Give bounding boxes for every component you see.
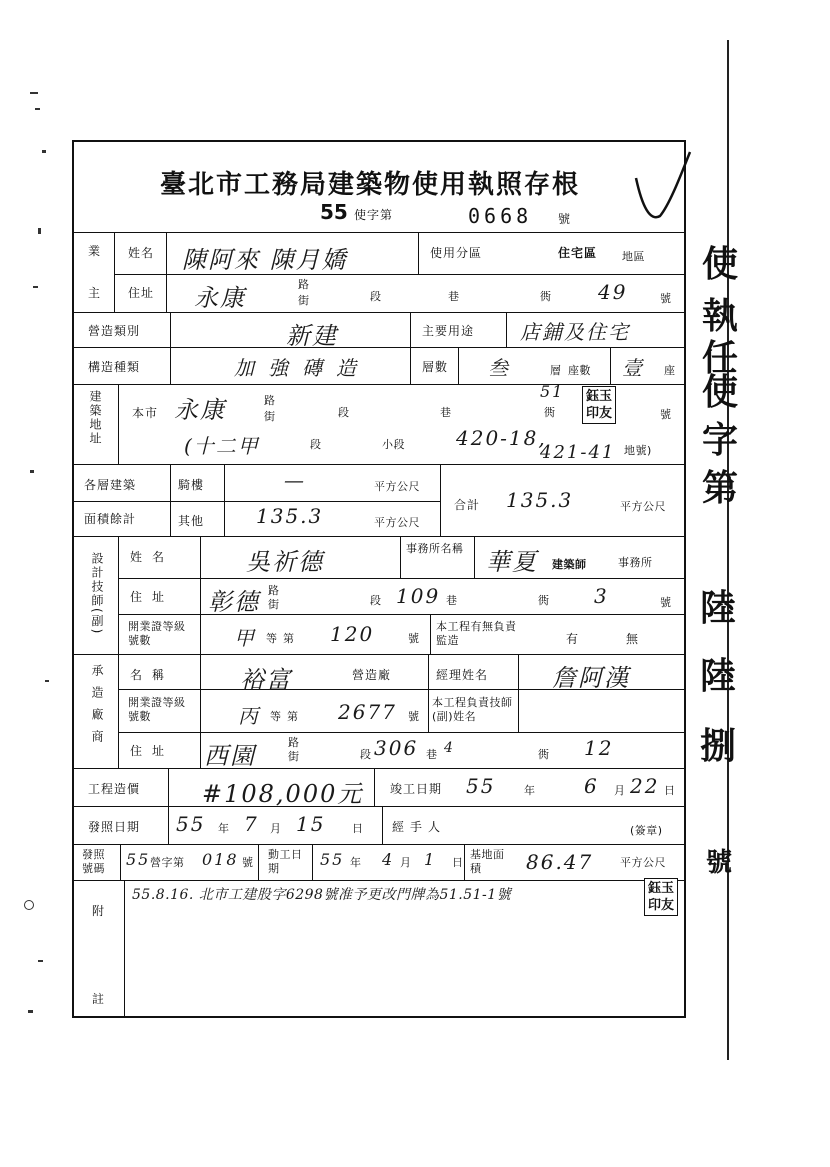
site-hao: 號 — [660, 408, 672, 421]
land-area-label: 基地面積 — [470, 848, 505, 875]
zone-label: 使用分區 — [430, 246, 483, 260]
construction-type-label: 營造類別 — [88, 324, 141, 338]
site-lot-value-2: 421-41 — [540, 442, 616, 463]
site-city: 本市 — [132, 406, 159, 420]
site-lot-section: 段 — [310, 438, 322, 451]
area-total-value: 135.3 — [506, 488, 574, 512]
buildings-value: 壹 — [622, 356, 644, 380]
contractor-address-lane: 巷 — [426, 748, 438, 761]
complete-year: 55 — [466, 774, 496, 798]
seal-line: 印友 — [586, 406, 613, 421]
contractor-address-number: 12 — [584, 736, 614, 760]
contractor-address-alley: 衖 — [538, 748, 550, 761]
area-label-1: 各層建築 — [84, 478, 137, 492]
contractor-cert-mid: 等第 — [270, 710, 304, 723]
permit-ref-no: 018 — [202, 850, 239, 869]
permit-word: 使字第 — [354, 208, 394, 222]
permit-ref-year: 55 — [126, 850, 151, 869]
contractor-address-street: 街 — [288, 750, 300, 763]
site-alley: 衖 — [544, 406, 556, 419]
designer-address-street: 街 — [268, 598, 280, 611]
other-unit: 平方公尺 — [374, 516, 420, 529]
permit-number-suffix: 號 — [558, 212, 572, 226]
complete-date-label: 竣工日期 — [390, 782, 443, 796]
contractor-name-suffix: 營造廠 — [352, 668, 392, 682]
designer-cert-hao: 號 — [408, 632, 420, 645]
seal-stamp-bottom — [644, 878, 678, 916]
designer-address-lane: 巷 — [446, 594, 458, 607]
start-day: 1 — [424, 850, 437, 869]
seal-line: 鈺玉 — [586, 389, 613, 404]
designer-cert-no: 120 — [330, 622, 375, 646]
contractor-cert-no: 2677 — [338, 700, 397, 724]
owner-address-road: 路 — [298, 278, 310, 291]
contractor-section-label: 承造廠商 — [90, 664, 104, 752]
owner-address-alley: 衖 — [540, 290, 552, 303]
margin-char: 陸 — [700, 655, 737, 697]
complete-day-unit: 日 — [664, 784, 676, 797]
site-address-label: 建築地址 — [88, 390, 102, 446]
seal-stamp-top — [582, 386, 616, 424]
other-value: 135.3 — [256, 504, 324, 528]
site-street-value: 永康 — [174, 396, 226, 424]
area-label-2: 面積餘計 — [84, 512, 137, 526]
designer-address-label: 住址 — [130, 590, 175, 604]
start-year-unit: 年 — [350, 856, 362, 869]
start-day-unit: 日 — [452, 856, 464, 869]
margin-char: 執 — [702, 295, 739, 337]
owner-address-street: 街 — [298, 294, 310, 307]
site-lot-value: 420-18, — [456, 426, 547, 450]
seal-line: 鈺玉 — [648, 881, 675, 896]
issue-day: 15 — [296, 812, 326, 836]
margin-char: 使 — [702, 243, 739, 285]
owner-address-label: 住址 — [128, 286, 155, 300]
land-area-unit: 平方公尺 — [620, 856, 666, 869]
designer-address-road: 路 — [268, 584, 280, 597]
notes-text: 55.8.16. 北市工建股字6298號准予更改門牌為51.51-1號 — [132, 887, 512, 903]
issue-date-label: 發照日期 — [88, 820, 141, 834]
designer-office-label: 事務所名稱 — [406, 542, 464, 555]
main-use-value: 店鋪及住宅 — [520, 320, 630, 344]
margin-char: 字 — [702, 419, 739, 461]
floors-value: 叁 — [488, 356, 510, 380]
complete-month: 6 — [584, 774, 599, 798]
owner-address-value: 永康 — [194, 284, 246, 312]
designer-address-lane-no: 3 — [594, 584, 609, 608]
buildings-unit: 座 — [664, 364, 676, 377]
owner-section-label: 業 — [88, 244, 102, 258]
zone-value: 住宅區 — [558, 246, 598, 260]
handler-label: 經手人 — [392, 820, 447, 834]
site-subsection: 小段 — [382, 438, 405, 451]
sign-label: (簽章) — [630, 824, 663, 837]
designer-cert-grade: 甲 — [234, 626, 256, 650]
manager-label: 經理姓名 — [436, 668, 489, 682]
area-total-label: 合計 — [454, 498, 481, 512]
owner-address-lane: 巷 — [448, 290, 460, 303]
complete-day: 22 — [630, 774, 660, 798]
permit-record-form — [72, 140, 686, 1018]
permit-ref-hao: 號 — [242, 856, 254, 869]
floors-unit: 層 — [550, 364, 562, 377]
owner-address-section: 段 — [370, 290, 382, 303]
arcade-unit: 平方公尺 — [374, 480, 420, 493]
contractor-cert-label: 開業證等級號數 — [128, 696, 186, 723]
permit-year: 55 — [320, 200, 348, 224]
arcade-value: — — [284, 468, 306, 492]
margin-char: 任 — [702, 337, 739, 379]
seal-line: 印友 — [648, 898, 675, 913]
manager-value: 詹阿漢 — [552, 664, 630, 692]
site-lot-prefix: (十二甲 — [184, 434, 260, 458]
permit-ref-word: 營字第 — [150, 856, 185, 869]
complete-month-unit: 月 — [614, 784, 626, 797]
contractor-address-lane-no: 4 — [444, 740, 455, 756]
issue-year: 55 — [176, 812, 206, 836]
arcade-label: 騎樓 — [178, 478, 205, 492]
contractor-address-road: 路 — [288, 736, 300, 749]
contractor-name-label: 名稱 — [130, 668, 175, 682]
margin-char: 使 — [702, 371, 739, 413]
issue-month: 7 — [244, 812, 259, 836]
site-road: 路 — [264, 394, 276, 407]
designer-office-value: 華夏 — [486, 548, 538, 576]
owner-address-number: 49 — [598, 280, 628, 304]
designer-address-number: 109 — [396, 584, 441, 608]
start-date-label: 動工日期 — [268, 848, 303, 875]
site-number: 51 — [540, 382, 565, 401]
designer-address-value: 彰德 — [208, 588, 260, 616]
margin-char: 第 — [702, 467, 739, 509]
land-area-value: 86.47 — [526, 850, 594, 874]
form-title: 臺北市工務局建築物使用執照存根 — [160, 170, 581, 200]
permit-ref-label: 發照號碼 — [82, 848, 105, 875]
designer-cert-label: 開業證等級號數 — [128, 620, 186, 647]
contractor-address-section: 段 — [360, 748, 372, 761]
issue-day-unit: 日 — [352, 822, 364, 835]
designer-address-section: 段 — [370, 594, 382, 607]
contractor-address-value: 西園 — [204, 742, 256, 770]
floors-label: 層數 — [422, 360, 449, 374]
issue-year-unit: 年 — [218, 822, 230, 835]
site-lot-suffix: 地號) — [624, 444, 652, 457]
area-total-unit: 平方公尺 — [620, 500, 666, 513]
notes-label-2: 註 — [92, 992, 106, 1006]
notes-label-1: 附 — [92, 904, 106, 918]
owner-section-label: 主 — [88, 286, 102, 300]
cost-value: #108,000元 — [202, 780, 364, 808]
designer-cert-mid: 等第 — [266, 632, 300, 645]
owner-name-value: 陳阿來 陳月嬌 — [182, 246, 348, 274]
tech-label: 本工程負責技師(副)姓名 — [432, 696, 513, 723]
issue-month-unit: 月 — [270, 822, 282, 835]
designer-office-suffix-2: 事務所 — [618, 556, 653, 569]
buildings-label: 座數 — [568, 364, 591, 377]
complete-year-unit: 年 — [524, 784, 536, 797]
designer-office-suffix-1: 建築師 — [552, 558, 587, 571]
supervise-label: 本工程有無負責監造 — [436, 620, 517, 647]
contractor-name-value: 裕富 — [240, 666, 292, 694]
supervise-none: 無 — [626, 632, 640, 646]
designer-address-hao: 號 — [660, 596, 672, 609]
owner-address-hao: 號 — [660, 292, 672, 305]
margin-char: 捌 — [700, 725, 737, 767]
contractor-cert-grade: 丙 — [238, 704, 260, 728]
site-street: 街 — [264, 410, 276, 423]
contractor-cert-hao: 號 — [408, 710, 420, 723]
other-label: 其他 — [178, 514, 205, 528]
structure-label: 構造種類 — [88, 360, 141, 374]
start-month: 4 — [382, 850, 395, 869]
start-year: 55 — [320, 850, 345, 869]
supervise-value: 有 — [566, 632, 580, 646]
structure-value: 加強磚造 — [234, 356, 370, 380]
site-lane: 巷 — [440, 406, 452, 419]
zone-suffix: 地區 — [622, 250, 645, 263]
contractor-address-section-no: 306 — [374, 736, 419, 760]
start-month-unit: 月 — [400, 856, 412, 869]
contractor-address-label: 住址 — [130, 744, 175, 758]
designer-name-value: 吳祈德 — [246, 548, 324, 576]
site-section: 段 — [338, 406, 350, 419]
owner-name-label: 姓名 — [128, 246, 155, 260]
designer-section-label: 設計技師(副) — [90, 552, 104, 636]
margin-char: 陸 — [700, 587, 737, 629]
construction-type-value: 新建 — [286, 322, 338, 350]
designer-address-alley: 衖 — [538, 594, 550, 607]
main-use-label: 主要用途 — [422, 324, 475, 338]
cost-label: 工程造價 — [88, 782, 141, 796]
permit-number: 0668 — [468, 204, 533, 228]
designer-name-label: 姓名 — [130, 550, 175, 564]
margin-char: 號 — [706, 848, 733, 878]
